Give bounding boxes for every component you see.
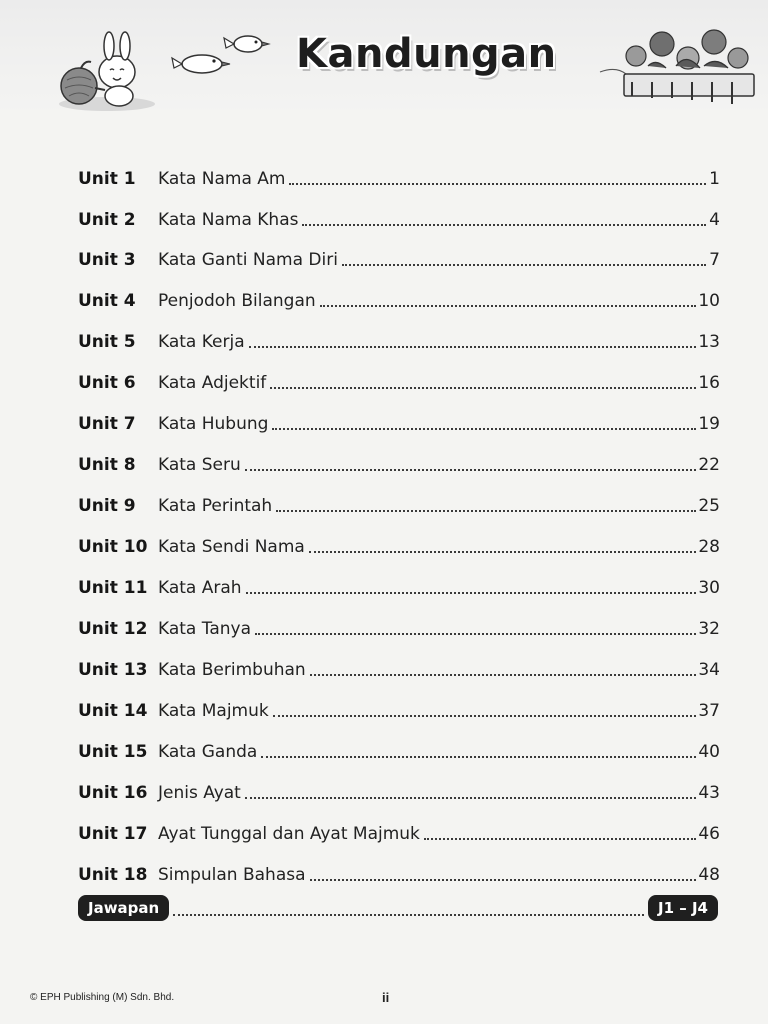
dot-leader — [273, 711, 697, 717]
dot-leader — [246, 588, 697, 594]
dot-leader — [276, 506, 696, 512]
page-number: 48 — [698, 865, 720, 885]
unit-label: Unit 11 — [78, 578, 148, 598]
topic-title: Kata Adjektif — [158, 373, 267, 393]
answers-pages: J1 – J4 — [648, 895, 718, 921]
page-number: 1 — [709, 169, 720, 189]
unit-label: Unit 10 — [78, 537, 148, 557]
unit-label: Unit 13 — [78, 660, 148, 680]
toc-row[interactable] — [78, 320, 720, 354]
topic-title: Kata Nama Am — [158, 169, 286, 189]
flower-pot-illustration — [596, 22, 761, 114]
toc-row[interactable] — [78, 361, 720, 395]
topic-title: Penjodoh Bilangan — [158, 291, 316, 311]
unit-label: Unit 6 — [78, 373, 136, 393]
dot-leader — [249, 342, 697, 348]
toc-row[interactable] — [78, 853, 720, 887]
toc-row[interactable] — [78, 730, 720, 764]
topic-title: Kata Arah — [158, 578, 242, 598]
page-number: 22 — [698, 455, 720, 475]
topic-title: Kata Ganti Nama Diri — [158, 250, 338, 270]
page-number: 34 — [698, 660, 720, 680]
answers-label: Jawapan — [78, 895, 169, 921]
page-number: 43 — [698, 783, 720, 803]
dot-leader — [302, 220, 706, 226]
topic-title: Kata Seru — [158, 455, 241, 475]
unit-label: Unit 12 — [78, 619, 148, 639]
dot-leader — [261, 752, 696, 758]
topic-title: Simpulan Bahasa — [158, 865, 306, 885]
page-number: 13 — [698, 332, 720, 352]
toc-row[interactable] — [78, 689, 720, 723]
toc-row[interactable] — [78, 279, 720, 313]
toc-row[interactable] — [78, 198, 720, 232]
dot-leader — [272, 424, 696, 430]
topic-title: Kata Nama Khas — [158, 210, 299, 230]
dot-leader — [255, 629, 696, 635]
topic-title: Kata Majmuk — [158, 701, 269, 721]
dot-leader — [270, 383, 696, 389]
footer-page-number: ii — [382, 990, 390, 1005]
page-number: 4 — [709, 210, 720, 230]
toc-row[interactable] — [78, 238, 720, 272]
page-number: 46 — [698, 824, 720, 844]
topic-title: Kata Berimbuhan — [158, 660, 306, 680]
page-number: 19 — [698, 414, 720, 434]
topic-title: Kata Sendi Nama — [158, 537, 305, 557]
unit-label: Unit 18 — [78, 865, 148, 885]
topic-title: Ayat Tunggal dan Ayat Majmuk — [158, 824, 420, 844]
toc-row[interactable] — [78, 607, 720, 641]
topic-title: Kata Hubung — [158, 414, 269, 434]
dot-leader — [173, 910, 644, 916]
unit-label: Unit 1 — [78, 169, 136, 189]
page-number: 7 — [709, 250, 720, 270]
dot-leader — [310, 670, 697, 676]
toc-row[interactable] — [78, 812, 720, 846]
toc-row[interactable] — [78, 566, 720, 600]
unit-label: Unit 14 — [78, 701, 148, 721]
unit-label: Unit 16 — [78, 783, 148, 803]
dot-leader — [309, 547, 697, 553]
unit-label: Unit 5 — [78, 332, 136, 352]
toc-row[interactable] — [78, 484, 720, 518]
publisher-credit: © EPH Publishing (M) Sdn. Bhd. — [30, 992, 175, 1003]
dot-leader — [289, 179, 706, 185]
unit-label: Unit 15 — [78, 742, 148, 762]
dot-leader — [245, 793, 697, 799]
page-number: 37 — [698, 701, 720, 721]
dot-leader — [245, 465, 697, 471]
toc-row[interactable] — [78, 525, 720, 559]
page-number: 16 — [698, 373, 720, 393]
toc-row[interactable] — [78, 648, 720, 682]
bird-illustration — [168, 30, 273, 85]
dot-leader — [310, 875, 697, 881]
topic-title: Kata Tanya — [158, 619, 251, 639]
unit-label: Unit 9 — [78, 496, 136, 516]
unit-label: Unit 2 — [78, 210, 136, 230]
answers-row[interactable] — [78, 893, 718, 923]
page-number: 10 — [698, 291, 720, 311]
toc-row[interactable] — [78, 402, 720, 436]
bunny-illustration — [55, 30, 160, 115]
page-number: 25 — [698, 496, 720, 516]
unit-label: Unit 7 — [78, 414, 136, 434]
page-number: 30 — [698, 578, 720, 598]
topic-title: Jenis Ayat — [158, 783, 241, 803]
topic-title: Kata Kerja — [158, 332, 245, 352]
toc-row[interactable] — [78, 771, 720, 805]
unit-label: Unit 8 — [78, 455, 136, 475]
unit-label: Unit 17 — [78, 824, 148, 844]
page-number: 32 — [698, 619, 720, 639]
topic-title: Kata Perintah — [158, 496, 273, 516]
topic-title: Kata Ganda — [158, 742, 258, 762]
unit-label: Unit 3 — [78, 250, 136, 270]
dot-leader — [424, 834, 696, 840]
toc-row[interactable] — [78, 157, 720, 191]
page-number: 28 — [698, 537, 720, 557]
page-number: 40 — [698, 742, 720, 762]
page-title: Kandungan — [296, 31, 557, 77]
toc-row[interactable] — [78, 443, 720, 477]
dot-leader — [320, 301, 697, 307]
unit-label: Unit 4 — [78, 291, 136, 311]
dot-leader — [342, 260, 706, 266]
